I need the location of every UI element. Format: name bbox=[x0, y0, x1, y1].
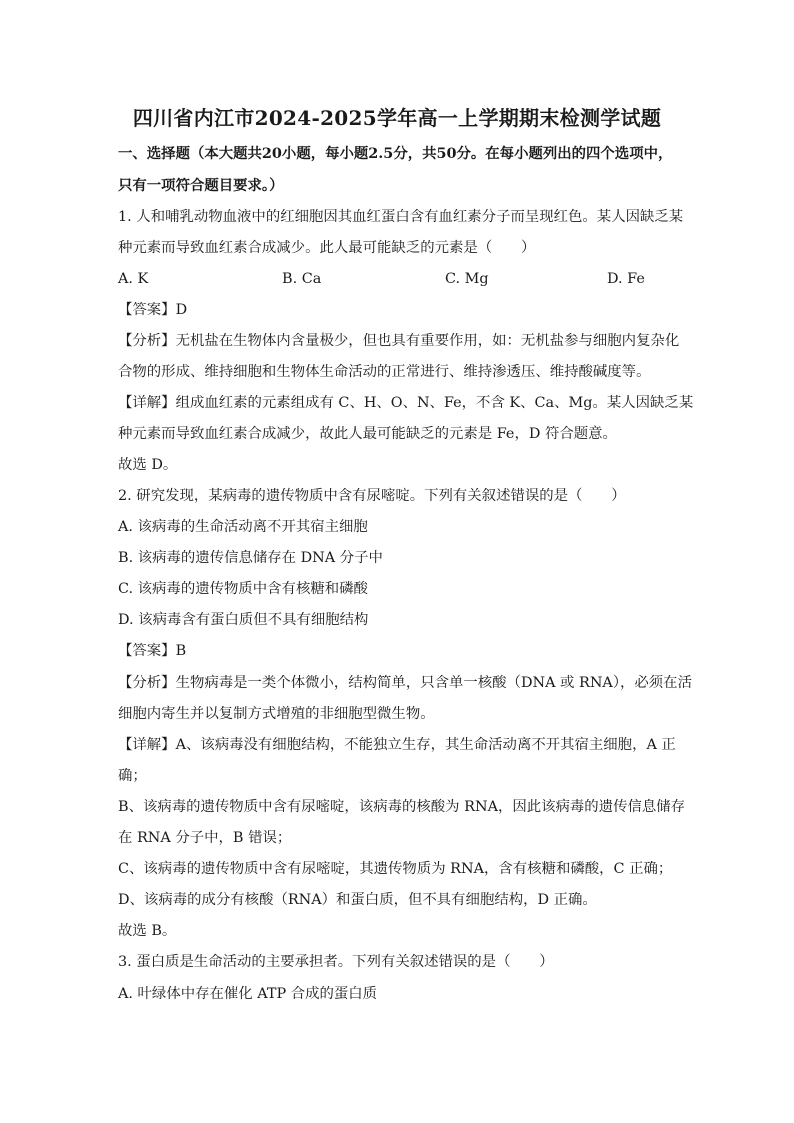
q2-detail-line-6: D、该病毒的成分有核酸（RNA）和蛋白质，但不具有细胞结构，D 正确。 bbox=[118, 892, 597, 908]
section-heading-line-1: 一、选择题（本大题共20小题，每小题2.5分，共50分。在每小题列出的四个选项中， bbox=[118, 145, 673, 162]
section-heading-line-2: 只有一项符合题目要求。） bbox=[118, 177, 284, 194]
q1-detail-line-2: 种元素而导致血红素合成减少，故此人最可能缺乏的元素是 Fe，D 符合题意。 bbox=[118, 426, 617, 442]
q1-analysis-line-2: 合物的形成、维持细胞和生物体生命活动的正常进行、维持渗透压、维持酸碱度等。 bbox=[118, 364, 651, 380]
page-title: 四川省内江市2024-2025学年高一上学期期末检测学试题 bbox=[132, 106, 662, 130]
q2-conclusion: 故选 B。 bbox=[118, 923, 177, 939]
q2-analysis-line-2: 细胞内寄生并以复制方式增殖的非细胞型微生物。 bbox=[118, 706, 435, 722]
q2-option-a: A. 该病毒的生命活动离不开其宿主细胞 bbox=[118, 519, 368, 535]
q1-option-d: D. Fe bbox=[607, 271, 645, 287]
q1-option-b: B. Ca bbox=[282, 271, 322, 287]
q1-stem-line-2: 种元素而导致血红素合成减少。此人最可能缺乏的元素是（ ） bbox=[118, 240, 536, 256]
q1-answer: 【答案】D bbox=[118, 302, 188, 318]
q1-stem-line-1: 1. 人和哺乳动物血液中的红细胞因其血红蛋白含有血红素分子而呈现红色。某人因缺乏某 bbox=[118, 209, 684, 225]
q1-option-c: C. Mg bbox=[445, 271, 489, 287]
q2-detail-line-1: 【详解】A、该病毒没有细胞结构，不能独立生存，其生命活动离不开其宿主细胞，A 正 bbox=[118, 737, 676, 753]
q2-answer: 【答案】B bbox=[118, 643, 187, 659]
q1-detail-line-1: 【详解】组成血红素的元素组成有 C、H、O、N、Fe，不含 K、Ca、Mg。某人因缺乏某 bbox=[118, 395, 694, 411]
q2-option-c: C. 该病毒的遗传物质中含有核糖和磷酸 bbox=[118, 581, 368, 597]
q3-stem: 3. 蛋白质是生命活动的主要承担者。下列有关叙述错误的是（ ） bbox=[118, 954, 554, 970]
q2-option-d: D. 该病毒含有蛋白质但不具有细胞结构 bbox=[118, 612, 369, 628]
q2-detail-line-3: B、该病毒的遗传物质中含有尿嘧啶，该病毒的核酸为 RNA，因此该病毒的遗传信息储存 bbox=[118, 799, 686, 815]
q2-analysis-line-1: 【分析】生物病毒是一类个体微小，结构简单，只含单一核酸（DNA 或 RNA），必须在活 bbox=[118, 675, 692, 691]
q2-option-b: B. 该病毒的遗传信息储存在 DNA 分子中 bbox=[118, 550, 383, 566]
q3-option-a: A. 叶绿体中存在催化 ATP 合成的蛋白质 bbox=[118, 986, 378, 1002]
q1-analysis-line-1: 【分析】无机盐在生物体内含量极少，但也具有重要作用，如：无机盐参与细胞内复杂化 bbox=[118, 333, 680, 349]
q2-detail-line-4: 在 RNA 分子中，B 错误； bbox=[118, 830, 292, 846]
q2-stem: 2. 研究发现，某病毒的遗传物质中含有尿嘧啶。下列有关叙述错误的是（ ） bbox=[118, 488, 626, 504]
q1-conclusion: 故选 D。 bbox=[118, 457, 178, 473]
q2-detail-line-5: C、该病毒的遗传物质中含有尿嘧啶，其遗传物质为 RNA，含有核糖和磷酸，C 正确； bbox=[118, 861, 673, 877]
q2-detail-line-2: 确； bbox=[118, 768, 147, 784]
q1-option-a: A. K bbox=[118, 271, 149, 287]
